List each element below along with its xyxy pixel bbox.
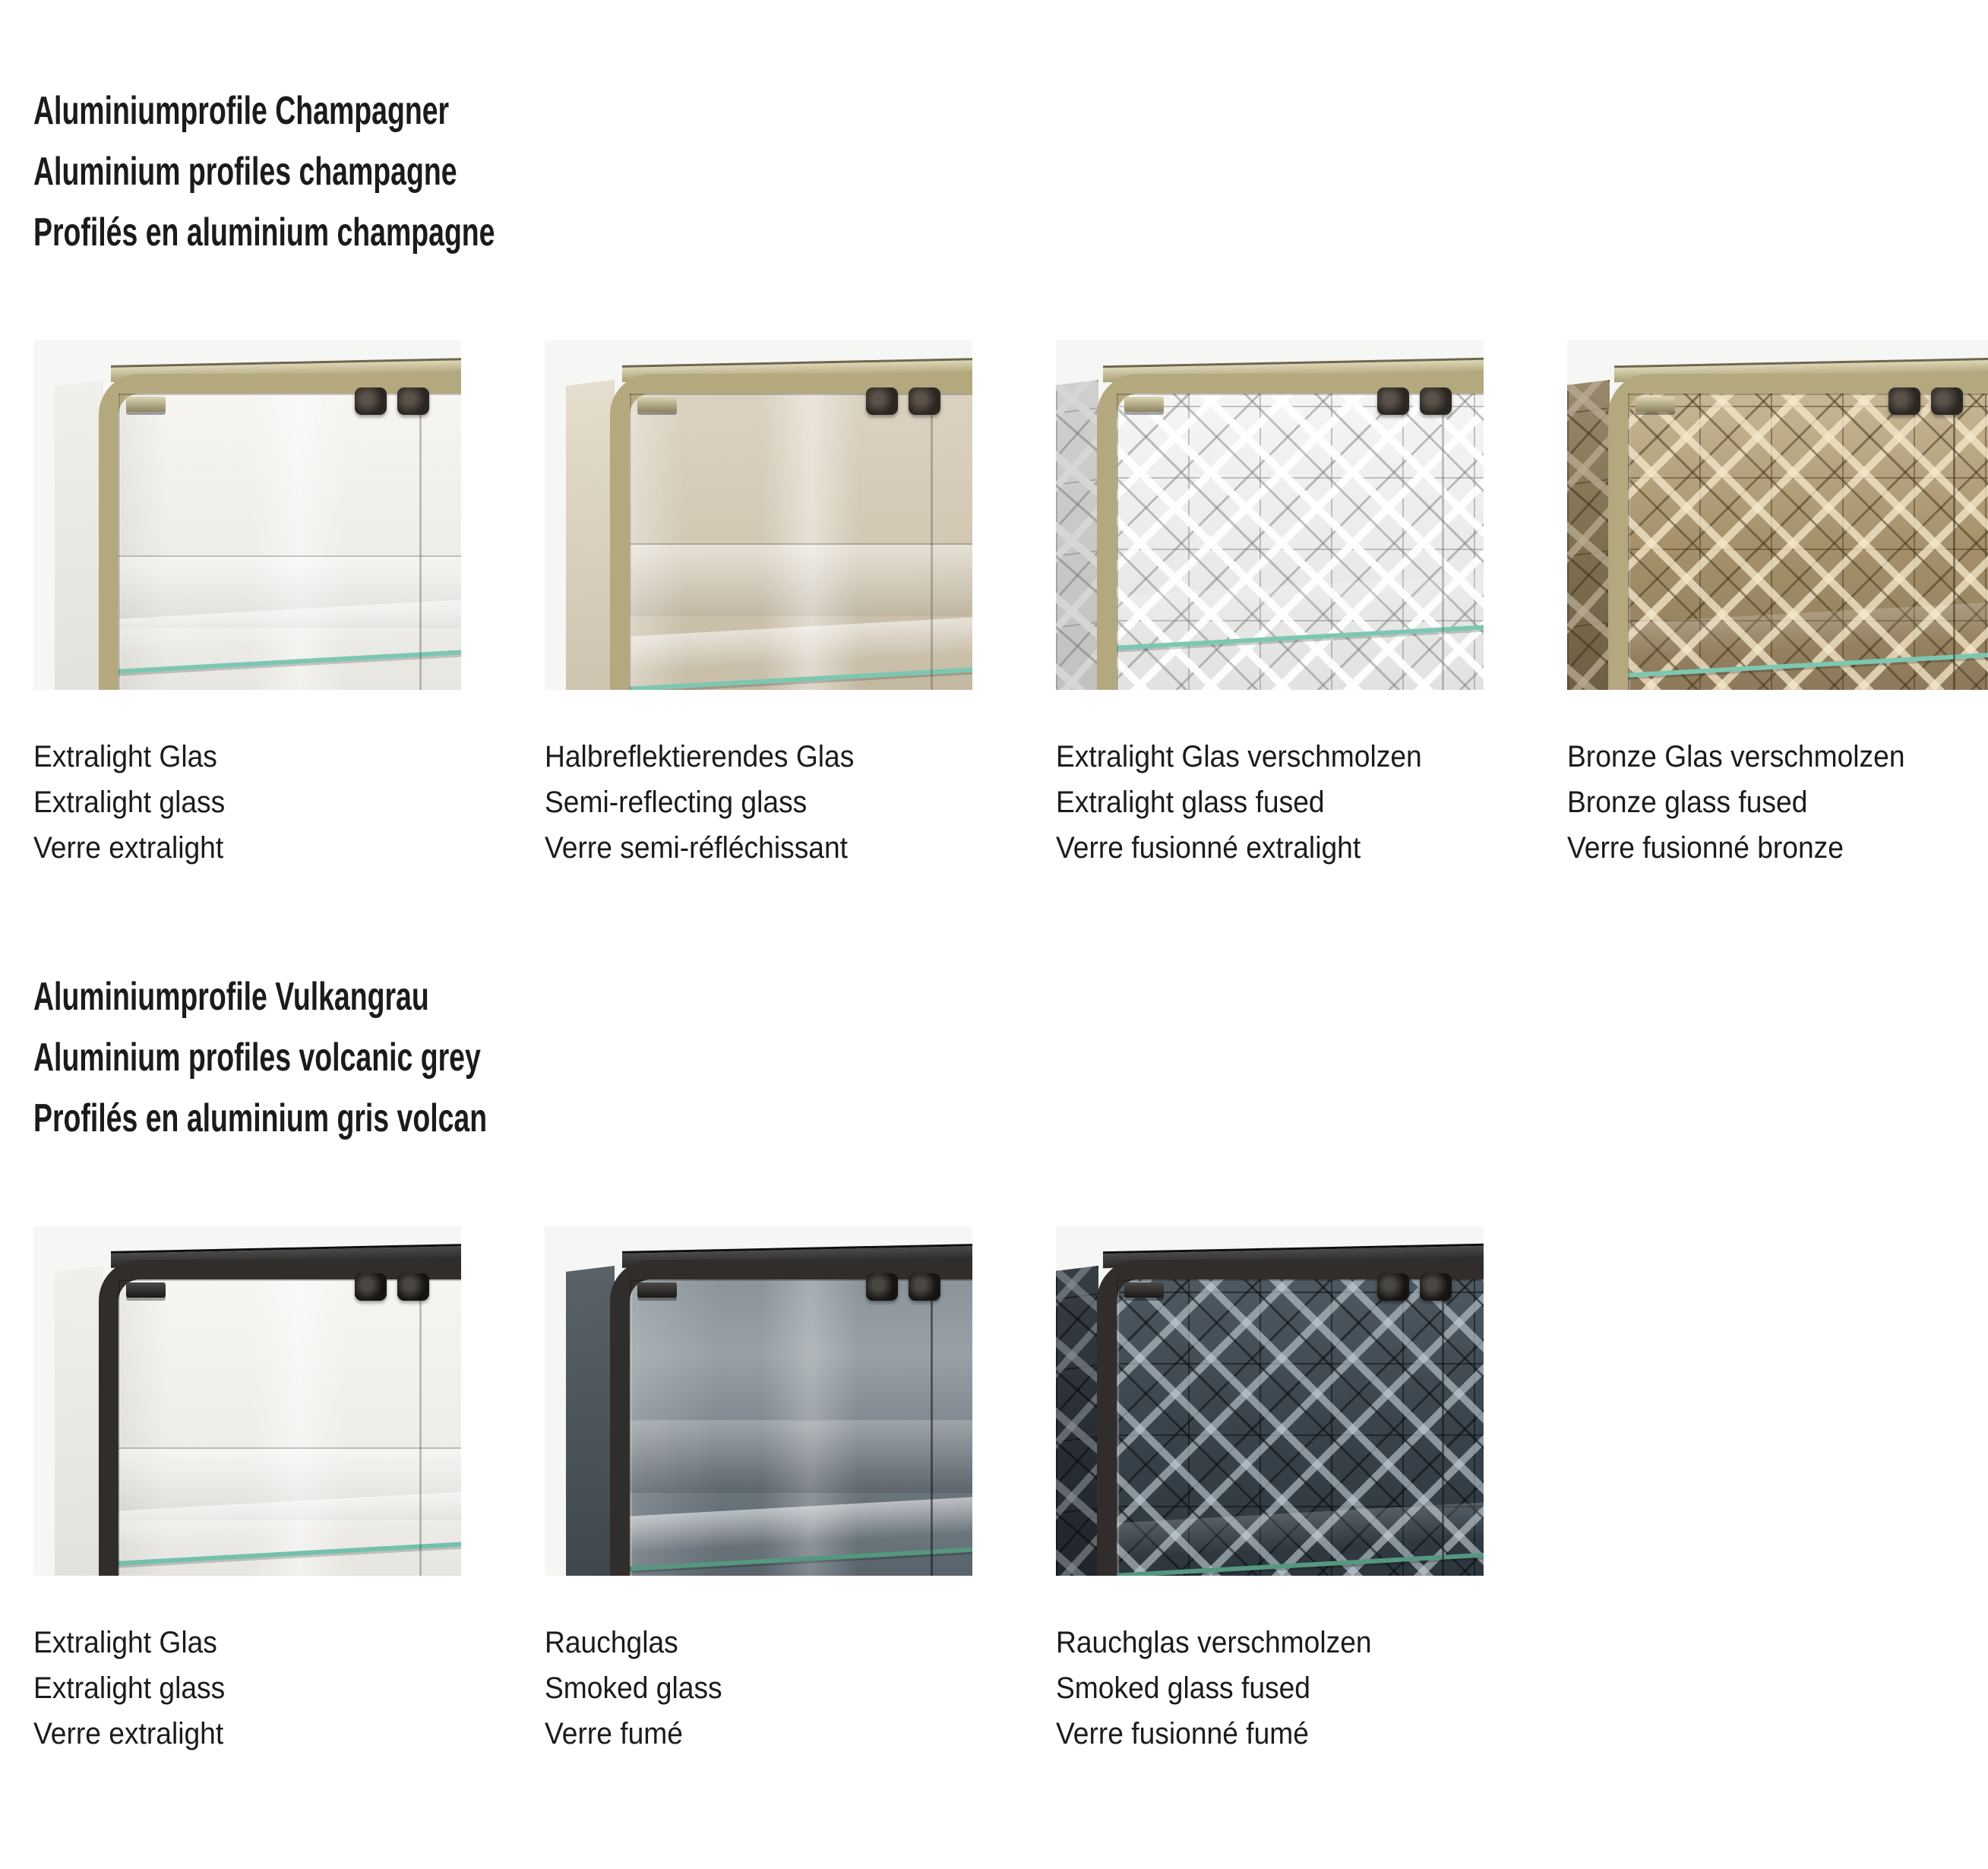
door-hinge-icon [909, 1273, 940, 1301]
caption [33, 1620, 461, 1757]
caption [1056, 734, 1484, 871]
aluminium-corner-profile [99, 1260, 461, 1576]
photo-champagne-extralight-fused [1056, 340, 1484, 690]
cabinet-side-glass [566, 1266, 615, 1576]
door-hinge-icon [355, 1273, 387, 1301]
door-bracket [637, 397, 677, 412]
caption-de: Halbreflektierendes Glas [545, 740, 855, 773]
caption-fr: Verre fusionné extralight [1056, 831, 1361, 865]
product-card-extralight-fused [1056, 340, 1484, 871]
caption-de: Rauchglas verschmolzen [1056, 1626, 1372, 1659]
door-hinge-icon [1888, 387, 1920, 415]
aluminium-corner-profile [610, 374, 972, 690]
caption-fr: Verre fusionné bronze [1567, 831, 1844, 865]
caption-de: Bronze Glas verschmolzen [1567, 740, 1905, 773]
product-card-smoked-fused [1056, 1226, 1484, 1757]
door-bracket [1124, 397, 1164, 412]
heading-de: Aluminiumprofile Vulkangrau [33, 975, 429, 1019]
photo-grey-extralight [33, 1226, 461, 1576]
caption-en: Semi-reflecting glass [545, 786, 808, 819]
door-bracket [126, 1282, 166, 1298]
aluminium-corner-profile [99, 374, 461, 690]
cabinet-side-glass [1056, 1266, 1098, 1576]
caption-de: Extralight Glas [33, 1626, 217, 1659]
caption-de: Rauchglas [545, 1626, 678, 1659]
cabinet-side-glass [1567, 380, 1610, 690]
caption-en: Extralight glass [33, 786, 226, 819]
photo-grey-smoked-fused [1056, 1226, 1484, 1576]
heading-en: Aluminium profiles champagne [33, 150, 457, 194]
caption-en: Smoked glass fused [1056, 1671, 1310, 1705]
photo-row [33, 340, 1988, 871]
product-card-semi-reflecting [545, 340, 972, 871]
door-hinge-icon [866, 1273, 898, 1301]
heading-fr: Profilés en aluminium gris volcan [33, 1096, 488, 1140]
product-card-extralight [33, 340, 461, 871]
photo-champagne-bronze-fused [1567, 340, 1988, 690]
photo-champagne-semi-reflecting [545, 340, 972, 690]
aluminium-corner-profile [610, 1260, 972, 1576]
product-card-smoked [545, 1226, 972, 1757]
caption [1567, 734, 1988, 871]
caption-de: Extralight Glas [33, 740, 217, 773]
door-bracket [637, 1282, 677, 1298]
caption-fr: Verre extralight [33, 831, 224, 865]
heading-de: Aluminiumprofile Champagner [33, 89, 450, 133]
door-bracket [126, 397, 166, 412]
door-hinge-icon [1420, 387, 1452, 415]
caption-en: Extralight glass [33, 1671, 226, 1705]
cabinet-side-glass [1056, 380, 1098, 690]
aluminium-corner-profile [1097, 1260, 1484, 1576]
caption [1056, 1620, 1484, 1757]
door-hinge-icon [397, 1273, 429, 1301]
section-heading [33, 966, 1988, 1149]
caption-en: Smoked glass [545, 1671, 722, 1705]
door-hinge-icon [909, 387, 940, 415]
section-volcanic-grey [33, 966, 1988, 1757]
caption-en: Bronze glass fused [1567, 786, 1808, 819]
caption-fr: Verre semi-réfléchissant [545, 831, 849, 865]
section-champagne [33, 81, 1988, 871]
caption [33, 734, 461, 871]
caption-fr: Verre fusionné fumé [1056, 1717, 1309, 1750]
door-bracket [1636, 397, 1675, 412]
product-card-extralight [33, 1226, 461, 1757]
photo-champagne-extralight [33, 340, 461, 690]
caption-fr: Verre fumé [545, 1717, 683, 1750]
door-hinge-icon [866, 387, 898, 415]
catalog-page [0, 81, 1988, 1757]
cabinet-side-glass [55, 380, 103, 690]
door-bracket [1124, 1282, 1164, 1298]
caption-de: Extralight Glas verschmolzen [1056, 740, 1422, 773]
section-heading [33, 81, 1988, 263]
aluminium-corner-profile [1097, 374, 1484, 690]
door-hinge-icon [1377, 387, 1409, 415]
photo-row [33, 1226, 1988, 1757]
door-hinge-icon [397, 387, 429, 415]
cabinet-side-glass [55, 1266, 103, 1576]
caption-en: Extralight glass fused [1056, 786, 1325, 819]
door-hinge-icon [1931, 387, 1963, 415]
heading-fr: Profilés en aluminium champagne [33, 210, 495, 255]
product-card-bronze-fused [1567, 340, 1988, 871]
aluminium-corner-profile [1608, 374, 1988, 690]
door-hinge-icon [1420, 1273, 1452, 1301]
caption [545, 1620, 972, 1757]
heading-en: Aluminium profiles volcanic grey [33, 1036, 481, 1080]
door-hinge-icon [355, 387, 387, 415]
door-hinge-icon [1377, 1273, 1409, 1301]
caption-fr: Verre extralight [33, 1717, 224, 1750]
caption [545, 734, 972, 871]
cabinet-side-glass [566, 380, 615, 690]
photo-grey-smoked [545, 1226, 972, 1576]
